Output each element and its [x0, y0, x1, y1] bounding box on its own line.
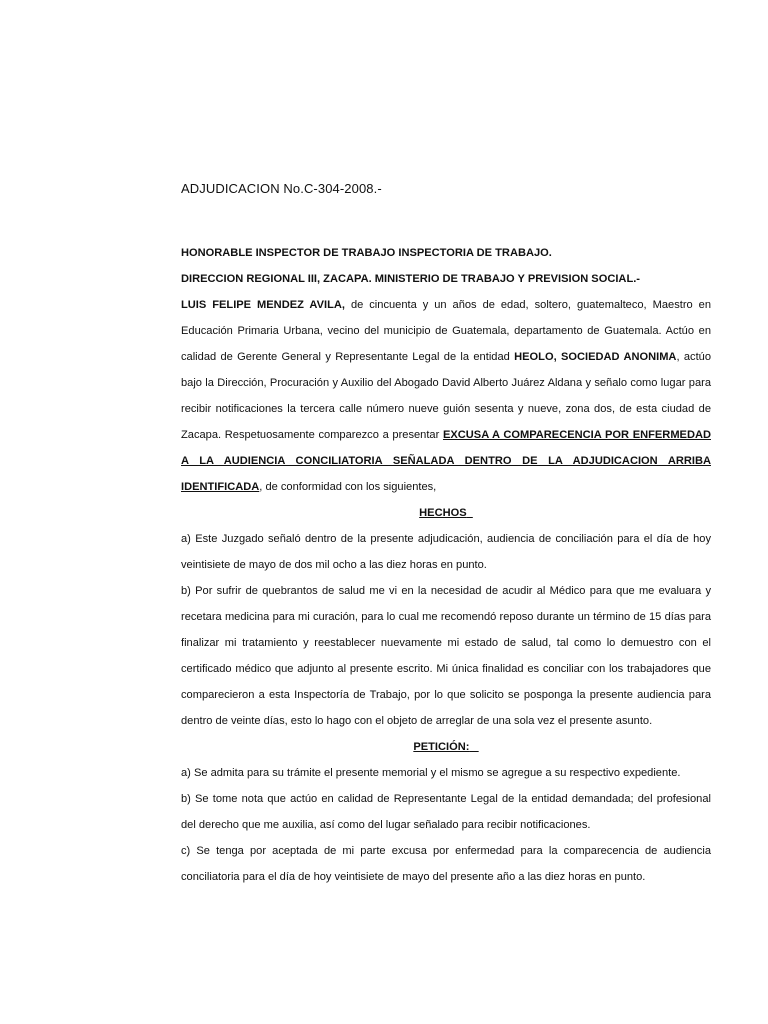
peticion-item: a) Se admita para su trámite el presente memorial y el mismo se agregue a su respectivo expediente. [181, 767, 681, 779]
intro-paragraph [181, 292, 711, 500]
peticion-heading: PETICIÓN: [413, 741, 470, 753]
hechos-heading: HECHOS [419, 507, 467, 519]
request-title: EXCUSA A COMPARECENCIA POR ENFERMEDAD A LA AUDIENCIA CONCILIATORIA SEÑALADA DENTRO DE LA ADJUDICACION ARRIBA IDENTIFICADA [181, 429, 711, 493]
document-body [181, 240, 711, 890]
intro-text-1: de cincuenta y un años de edad, soltero, guatemalteco, Maestro en Educación Primaria Urbana, vecino del municipio de Guatemala, departamento de Guatemala. Actúo en calidad de Gerente General y Representante Legal de la entidad [181, 299, 711, 363]
case-reference: ADJUDICACION No.C-304-2008.- [181, 181, 382, 196]
intro-text-2: , actúo bajo la Dirección, Procuración y Auxilio del Abogado David Alberto Juárez Aldana y señalo como lugar para recibir notificaciones la tercera calle número nueve guión sesenta y nueve, zona dos, de esta ciudad de Zacapa. Respetuosamente comparezco a presentar [181, 351, 711, 441]
hecho-item: a) Este Juzgado señaló dentro de la presente adjudicación, audiencia de conciliación para el día de hoy veintisiete de mayo de dos mil ocho a las diez horas en punto. [181, 533, 711, 571]
peticion-item: c) Se tenga por aceptada de mi parte excusa por enfermedad para la comparecencia de audiencia conciliatoria para el día de hoy veintisiete de mayo del presente año a las diez horas en punto. [181, 845, 711, 883]
intro-text-3: , de conformidad con los siguientes, [259, 481, 437, 493]
entity-name: HEOLO, SOCIEDAD ANONIMA [514, 351, 677, 363]
hecho-item: b) Por sufrir de quebrantos de salud me vi en la necesidad de acudir al Médico para que me evaluara y recetara medicina para mi curación, para lo cual me recomendó reposo durante un término de 15 días para finalizar mi tratamiento y reestablecer nuevamente mi estado de salud, tal como lo demuestro con el certificado médico que adjunto al presente escrito. Mi única finalidad es conciliar con los trabajadores que comparecieron a esta Inspectoría de Trabajo, por lo que solicito se posponga la presente audiencia para dentro de veinte días, esto lo hago con el objeto de arreglar de una sola vez el presente asunto. [181, 585, 711, 727]
applicant-name: LUIS FELIPE MENDEZ AVILA, [181, 299, 345, 311]
addressee-heading: HONORABLE INSPECTOR DE TRABAJO INSPECTORIA DE TRABAJO. [181, 247, 552, 259]
addressee-subheading: DIRECCION REGIONAL III, ZACAPA. MINISTERIO DE TRABAJO Y PREVISION SOCIAL.- [181, 273, 640, 285]
peticion-item: b) Se tome nota que actúo en calidad de Representante Legal de la entidad demandada; del profesional del derecho que me auxilia, así como del lugar señalado para recibir notificaciones. [181, 793, 711, 831]
